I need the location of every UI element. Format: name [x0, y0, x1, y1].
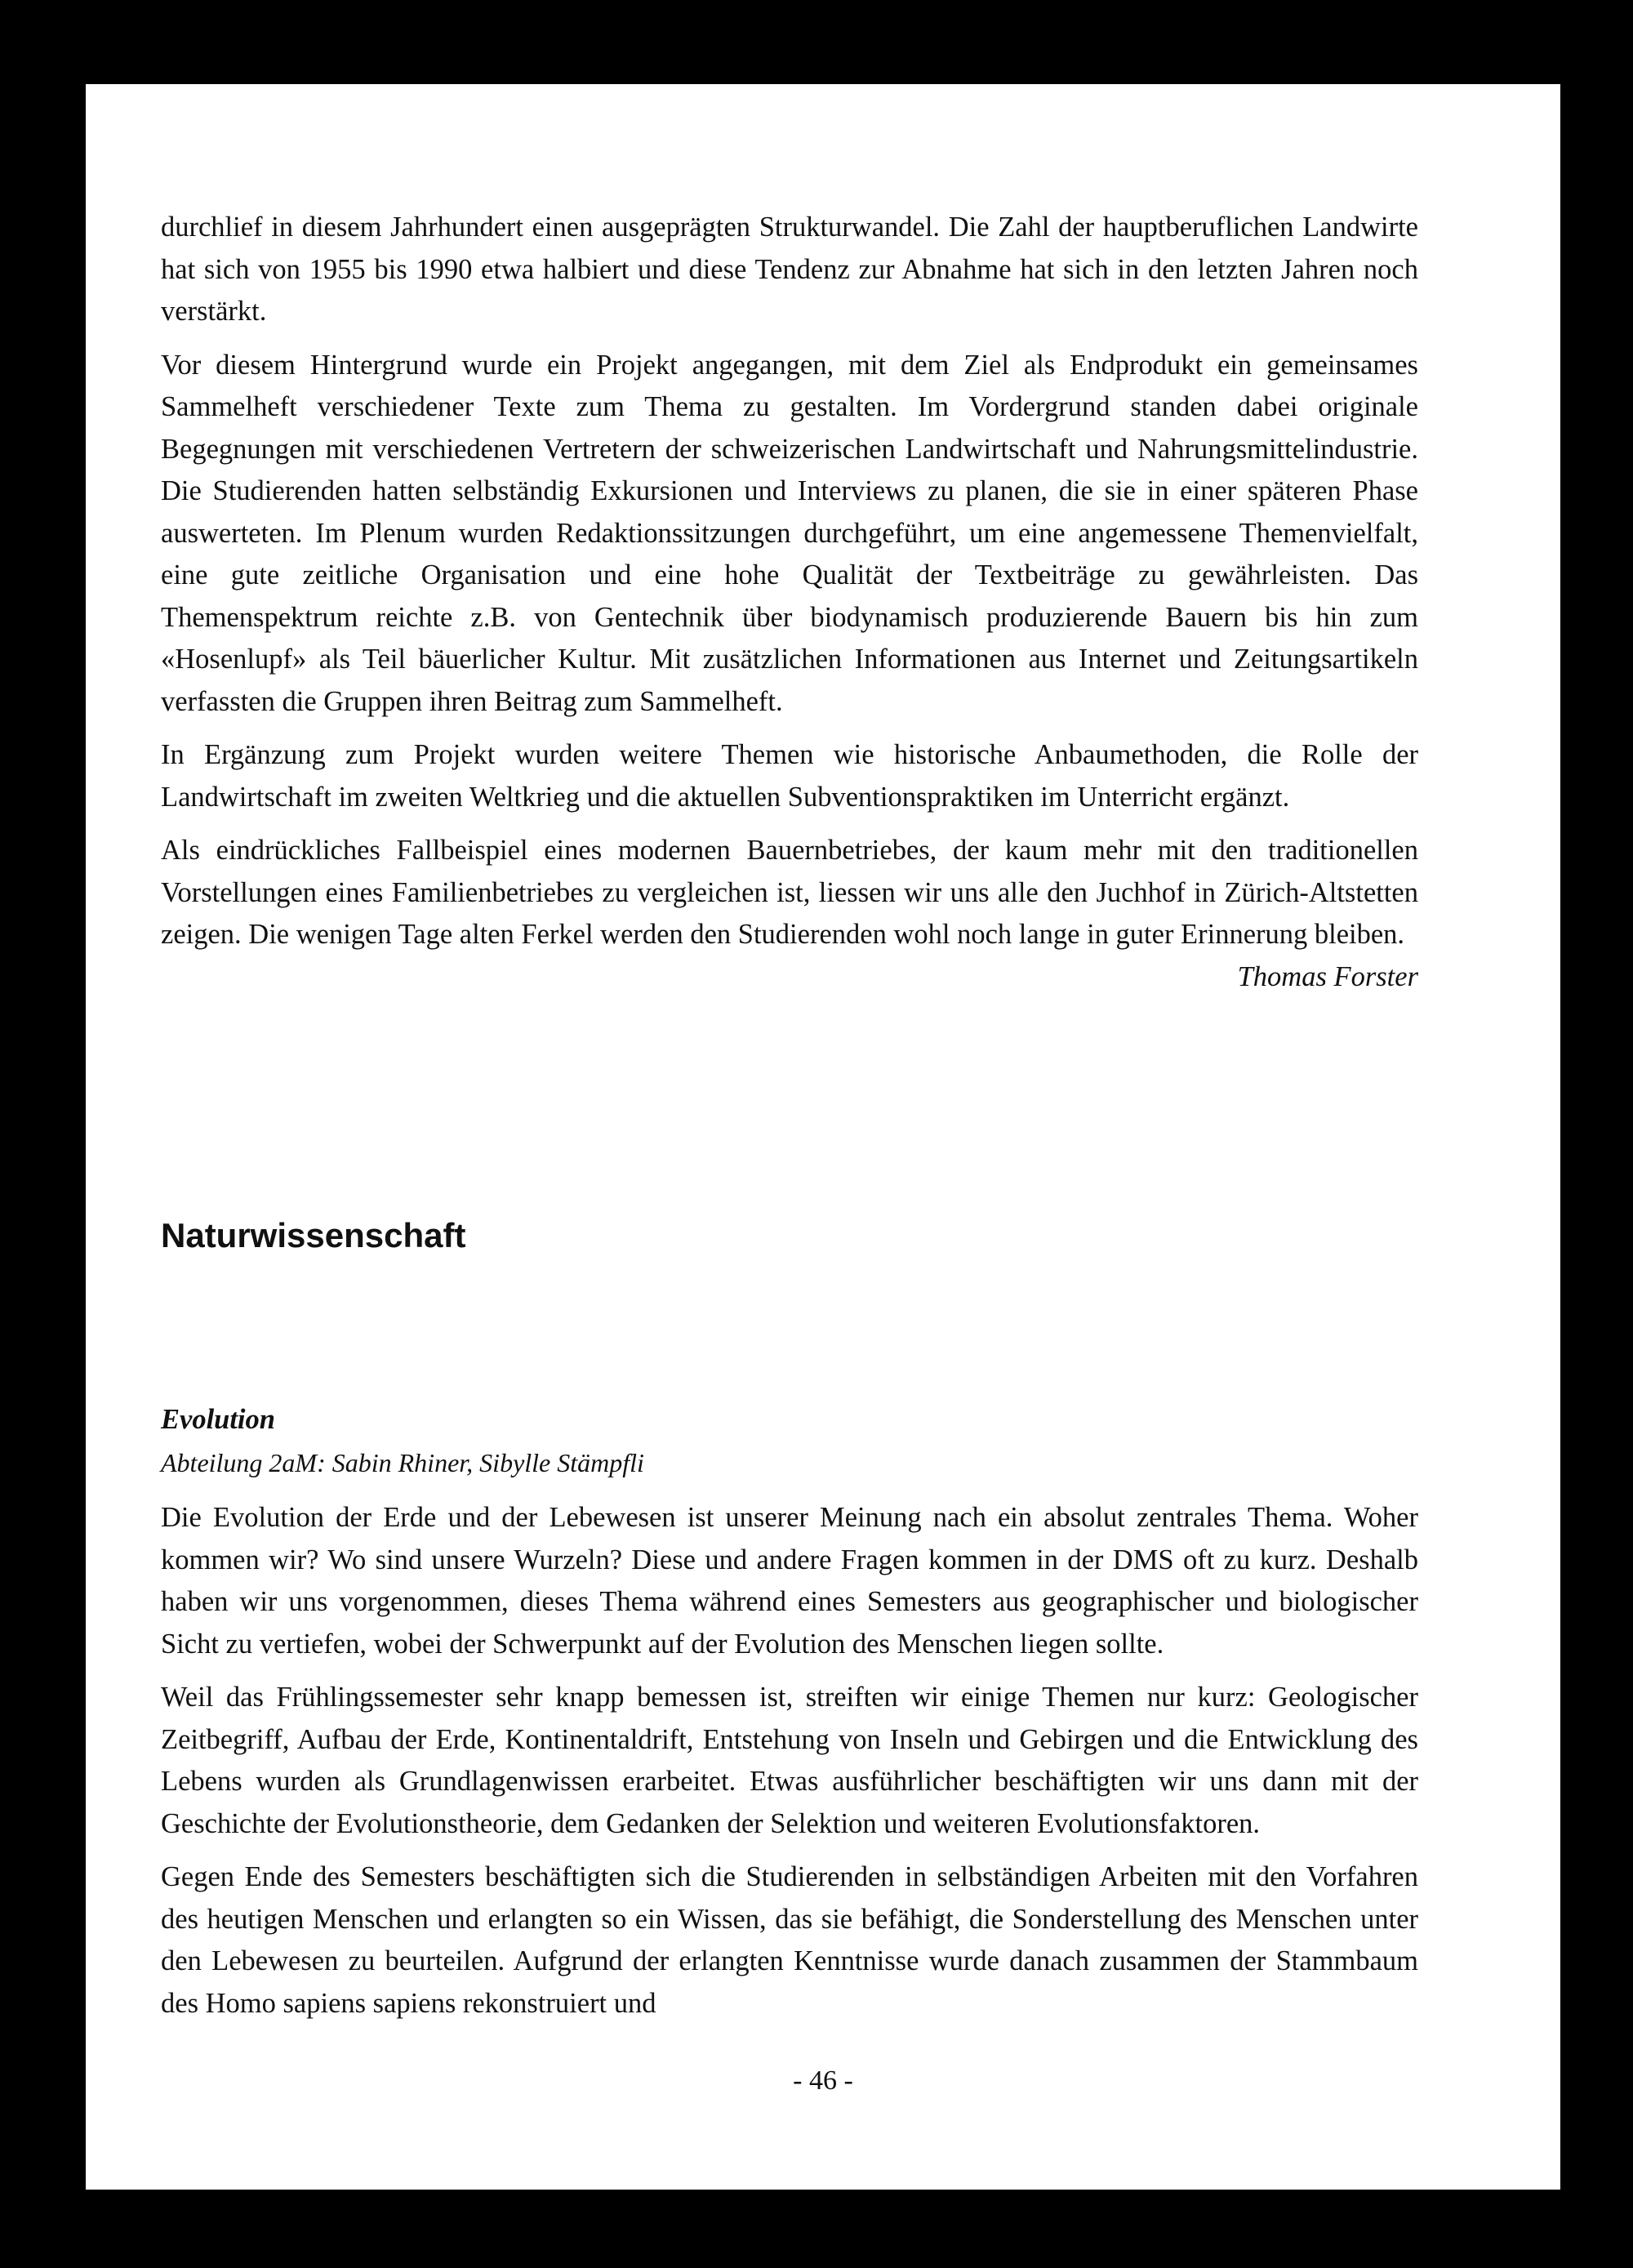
section-heading: Naturwissenschaft [161, 1216, 466, 1254]
page-number: - 46 - [793, 2065, 853, 2096]
paragraph: Weil das Frühlingssemester sehr knapp bemessen ist, streiften wir einige Themen nur kurz: Geologischer Zeitbegriff, Aufbau der Erde, Kontinentaldrift, Entstehung von Inseln und Gebirgen und die Entwicklung des Lebens wurden als Grundlagenwissen erarbeitet. Etwas ausführlicher beschäftigten wir uns dann mit der Geschichte der Evolutionstheorie, dem Gedanken der Selektion und weiteren Evolutionsfaktoren. [161, 1682, 1418, 1839]
intro-text-block [161, 207, 1418, 998]
subheading: Evolution [161, 1404, 275, 1435]
paragraph: Als eindrückliches Fallbeispiel eines modernen Bauernbetriebes, der kaum mehr mit den traditionellen Vorstellungen eines Familienbetriebes zu vergleichen ist, liessen wir uns alle den Juchhof in Zürich-Altstetten zeigen. Die wenigen Tage alten Ferkel werden den Studierenden wohl noch lange in guter Erinnerung bleiben. [161, 835, 1418, 950]
paragraph: durchlief in diesem Jahrhundert einen ausgeprägten Strukturwandel. Die Zahl der hauptberuflichen Landwirte hat sich von 1955 bis 1990 etwa halbiert und diese Tendenz zur Abnahme hat sich in den letzten Jahren noch verstärkt. [161, 212, 1418, 327]
paragraph: In Ergänzung zum Projekt wurden weitere Themen wie historische Anbaumethoden, die Rolle der Landwirtschaft im zweiten Weltkrieg und die aktuellen Subventionspraktiken im Unterricht ergänzt. [161, 739, 1418, 813]
evolution-text-block [161, 1497, 1418, 2025]
document-page [86, 84, 1560, 2190]
paragraph: Gegen Ende des Semesters beschäftigten sich die Studierenden in selbständigen Arbeiten mit den Vorfahren des heutigen Menschen und erlangten so ein Wissen, das sie befähigt, die Sonderstellung des Menschen unter den Lebewesen zu beurteilen. Aufgrund der erlangten Kenntnisse wurde danach zusammen der Stammbaum des Homo sapiens sapiens rekonstruiert und [161, 1861, 1418, 2019]
paragraph: Die Evolution der Erde und der Lebewesen ist unserer Meinung nach ein absolut zentrales Thema. Woher kommen wir? Wo sind unsere Wurzeln? Diese und andere Fragen kommen in der DMS oft zu kurz. Deshalb haben wir uns vorgenommen, dieses Thema während eines Semesters aus geographischer und biologischer Sicht zu vertiefen, wobei der Schwerpunkt auf der Evolution des Menschen liegen sollte. [161, 1502, 1418, 1660]
author-signature: Thomas Forster [1237, 960, 1418, 992]
paragraph: Vor diesem Hintergrund wurde ein Projekt angegangen, mit dem Ziel als Endprodukt ein gemeinsames Sammelheft verschiedener Texte zum Thema zu gestalten. Im Vordergrund standen dabei originale Begegnungen mit verschiedenen Vertretern der schweizerischen Landwirtschaft und Nahrungsmittelindustrie. Die Studierenden hatten selbständig Exkursionen und Interviews zu planen, die sie in einer späteren Phase auswerteten. Im Plenum wurden Redaktionssitzungen durchgeführt, um eine angemessene Themenvielfalt, eine gute zeitliche Organisation und eine hohe Qualität der Textbeiträge zu gewährleisten. Das Themenspektrum reichte z.B. von Gentechnik über biodynamisch produzierende Bauern bis hin zum «Hosenlupf» als Teil bäuerlicher Kultur. Mit zusätzlichen Informationen aus Internet und Zeitungsartikeln verfassten die Gruppen ihren Beitrag zum Sammelheft. [161, 349, 1418, 717]
department-authors-line: Abteilung 2aM: Sabin Rhiner, Sibylle Stämpfli [161, 1448, 644, 1477]
